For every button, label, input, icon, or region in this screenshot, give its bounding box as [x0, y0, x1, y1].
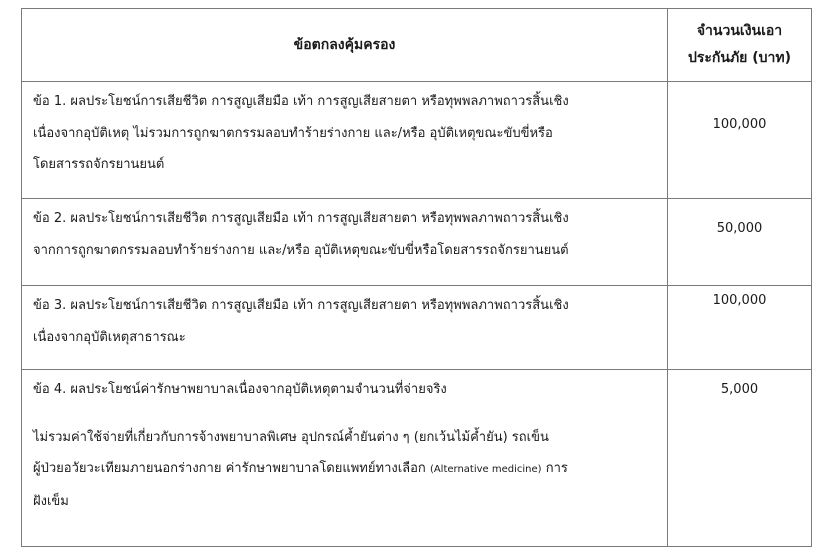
coverage-line: ไม่รวมค่าใช้จ่ายที่เกี่ยวกับการจ้างพยาบาลพิเศษ อุปกรณ์ค้ำยันต่าง ๆ (ยกเว้นไม้ค้ำยัน) รถเข็น: [33, 429, 549, 445]
amount-value: 100,000: [712, 117, 767, 132]
table-row: [22, 286, 812, 370]
coverage-line: [33, 453, 657, 486]
coverage-text: ผู้ป่วยอวัยวะเทียมภายนอกร่างกาย ค่ารักษาพยาบาลโดยแพทย์ทางเลือก: [33, 461, 430, 476]
coverage-table: [21, 8, 812, 547]
coverage-cell: [22, 286, 668, 370]
coverage-line: จากการถูกฆาตกรรมลอบทำร้ายร่างกาย และ/หรือ อุบัติเหตุขณะขับขี่หรือโดยสารรถจักรยานยนต์: [33, 242, 569, 258]
amount-value: 50,000: [716, 221, 763, 236]
coverage-line: ข้อ 3. ผลประโยชน์การเสียชีวิต การสูญเสียมือ เท้า การสูญเสียสายตา หรือทุพพลภาพถาวรสิ้นเชิง: [33, 298, 569, 313]
amount-cell: [668, 370, 812, 547]
header-coverage: ข้อตกลงคุ้มครอง: [22, 9, 668, 82]
amount-cell: [668, 286, 812, 370]
table-row: [22, 199, 812, 286]
coverage-line: ข้อ 1. ผลประโยชน์การเสียชีวิต การสูญเสียมือ เท้า การสูญเสียสายตา หรือทุพพลภาพถาวรสิ้นเชิง: [33, 94, 569, 109]
coverage-text-english: (Alternative medicine): [429, 464, 542, 475]
amount-cell: [668, 199, 812, 286]
coverage-line: ข้อ 4. ผลประโยชน์ค่ารักษาพยาบาลเนื่องจากอุบัติเหตุตามจำนวนที่จ่ายจริง: [33, 382, 447, 397]
coverage-text: การ: [541, 461, 568, 476]
amount-cell: [668, 82, 812, 199]
header-sum-insured-line2: ประกันภัย (บาท): [687, 50, 792, 66]
table-row: [22, 370, 812, 547]
amount-value: 5,000: [720, 382, 759, 397]
coverage-line: ข้อ 2. ผลประโยชน์การเสียชีวิต การสูญเสียมือ เท้า การสูญเสียสายตา หรือทุพพลภาพถาวรสิ้นเชิง: [33, 211, 569, 226]
table-row: [22, 82, 812, 199]
coverage-cell: [22, 82, 668, 199]
coverage-line: เนื่องจากอุบัติเหตุ ไม่รวมการถูกฆาตกรรมลอบทำร้ายร่างกาย และ/หรือ อุบัติเหตุขณะขับขี่หรือ: [33, 125, 553, 141]
header-sum-insured: [668, 9, 812, 82]
table-header-row: [22, 9, 812, 82]
coverage-line: เนื่องจากอุบัติเหตุสาธารณะ: [33, 329, 186, 345]
coverage-cell: [22, 370, 668, 547]
coverage-cell: [22, 199, 668, 286]
coverage-line: โดยสารรถจักรยานยนต์: [33, 157, 165, 172]
header-sum-insured-line1: จำนวนเงินเอา: [696, 23, 783, 39]
amount-value: 100,000: [712, 293, 767, 308]
coverage-line: ฝังเข็ม: [33, 493, 69, 509]
